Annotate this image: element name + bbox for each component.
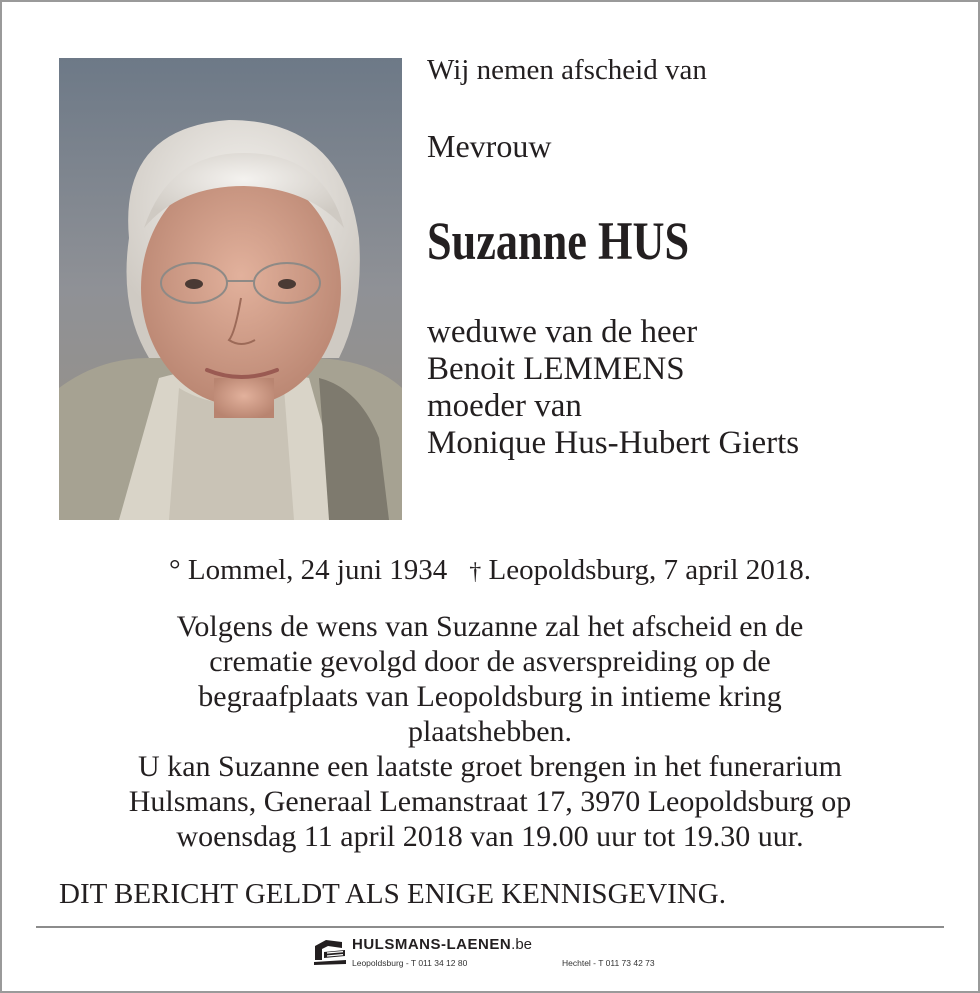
brand-text: HULSMANS-LAENEN	[352, 936, 512, 953]
details-line: crematie gevolgd door de asverspreiding op de	[209, 645, 771, 678]
portrait-illustration	[59, 58, 402, 520]
relation-line: Monique Hus-Hubert Gierts	[427, 425, 800, 461]
portrait-photo	[59, 58, 402, 520]
details-line: Hulsmans, Generaal Lemanstraat 17, 3970 Leopoldsburg op	[128, 785, 852, 818]
footer	[0, 932, 980, 982]
hulsmans-logo-icon	[312, 936, 348, 966]
funeral-details	[40, 609, 940, 854]
footer-divider	[36, 926, 944, 928]
birth-info: ° Lommel, 24 juni 1934	[169, 554, 448, 586]
office-leopoldsburg: Leopoldsburg - T 011 34 12 80	[352, 958, 468, 968]
notice-line: DIT BERICHT GELDT ALS ENIGE KENNISGEVING.	[59, 878, 726, 910]
dates-line	[0, 550, 980, 592]
brand-name	[352, 936, 532, 953]
brand-tld: .be	[511, 936, 533, 953]
office-hechtel: Hechtel - T 011 73 42 73	[562, 958, 655, 968]
relations-block	[427, 314, 799, 462]
cross-icon: †	[469, 559, 482, 585]
relation-line: moeder van	[427, 388, 582, 424]
deceased-name: Suzanne HUS	[427, 211, 690, 271]
details-line: woensdag 11 april 2018 van 19.00 uur tot 19.30 uur.	[176, 820, 804, 853]
intro-line: Wij nemen afscheid van	[427, 54, 707, 86]
details-line: Volgens de wens van Suzanne zal het afscheid en de	[176, 610, 804, 643]
details-line: begraafplaats van Leopoldsburg in intieme kring	[198, 680, 782, 713]
relation-line: Benoit LEMMENS	[427, 351, 685, 387]
details-line: U kan Suzanne een laatste groet brengen in het funerarium	[138, 750, 842, 783]
death-info: Leopoldsburg, 7 april 2018.	[488, 554, 811, 586]
details-line: plaatshebben.	[407, 715, 573, 748]
honorific: Mevrouw	[427, 128, 552, 164]
relation-line: weduwe van de heer	[427, 314, 698, 350]
